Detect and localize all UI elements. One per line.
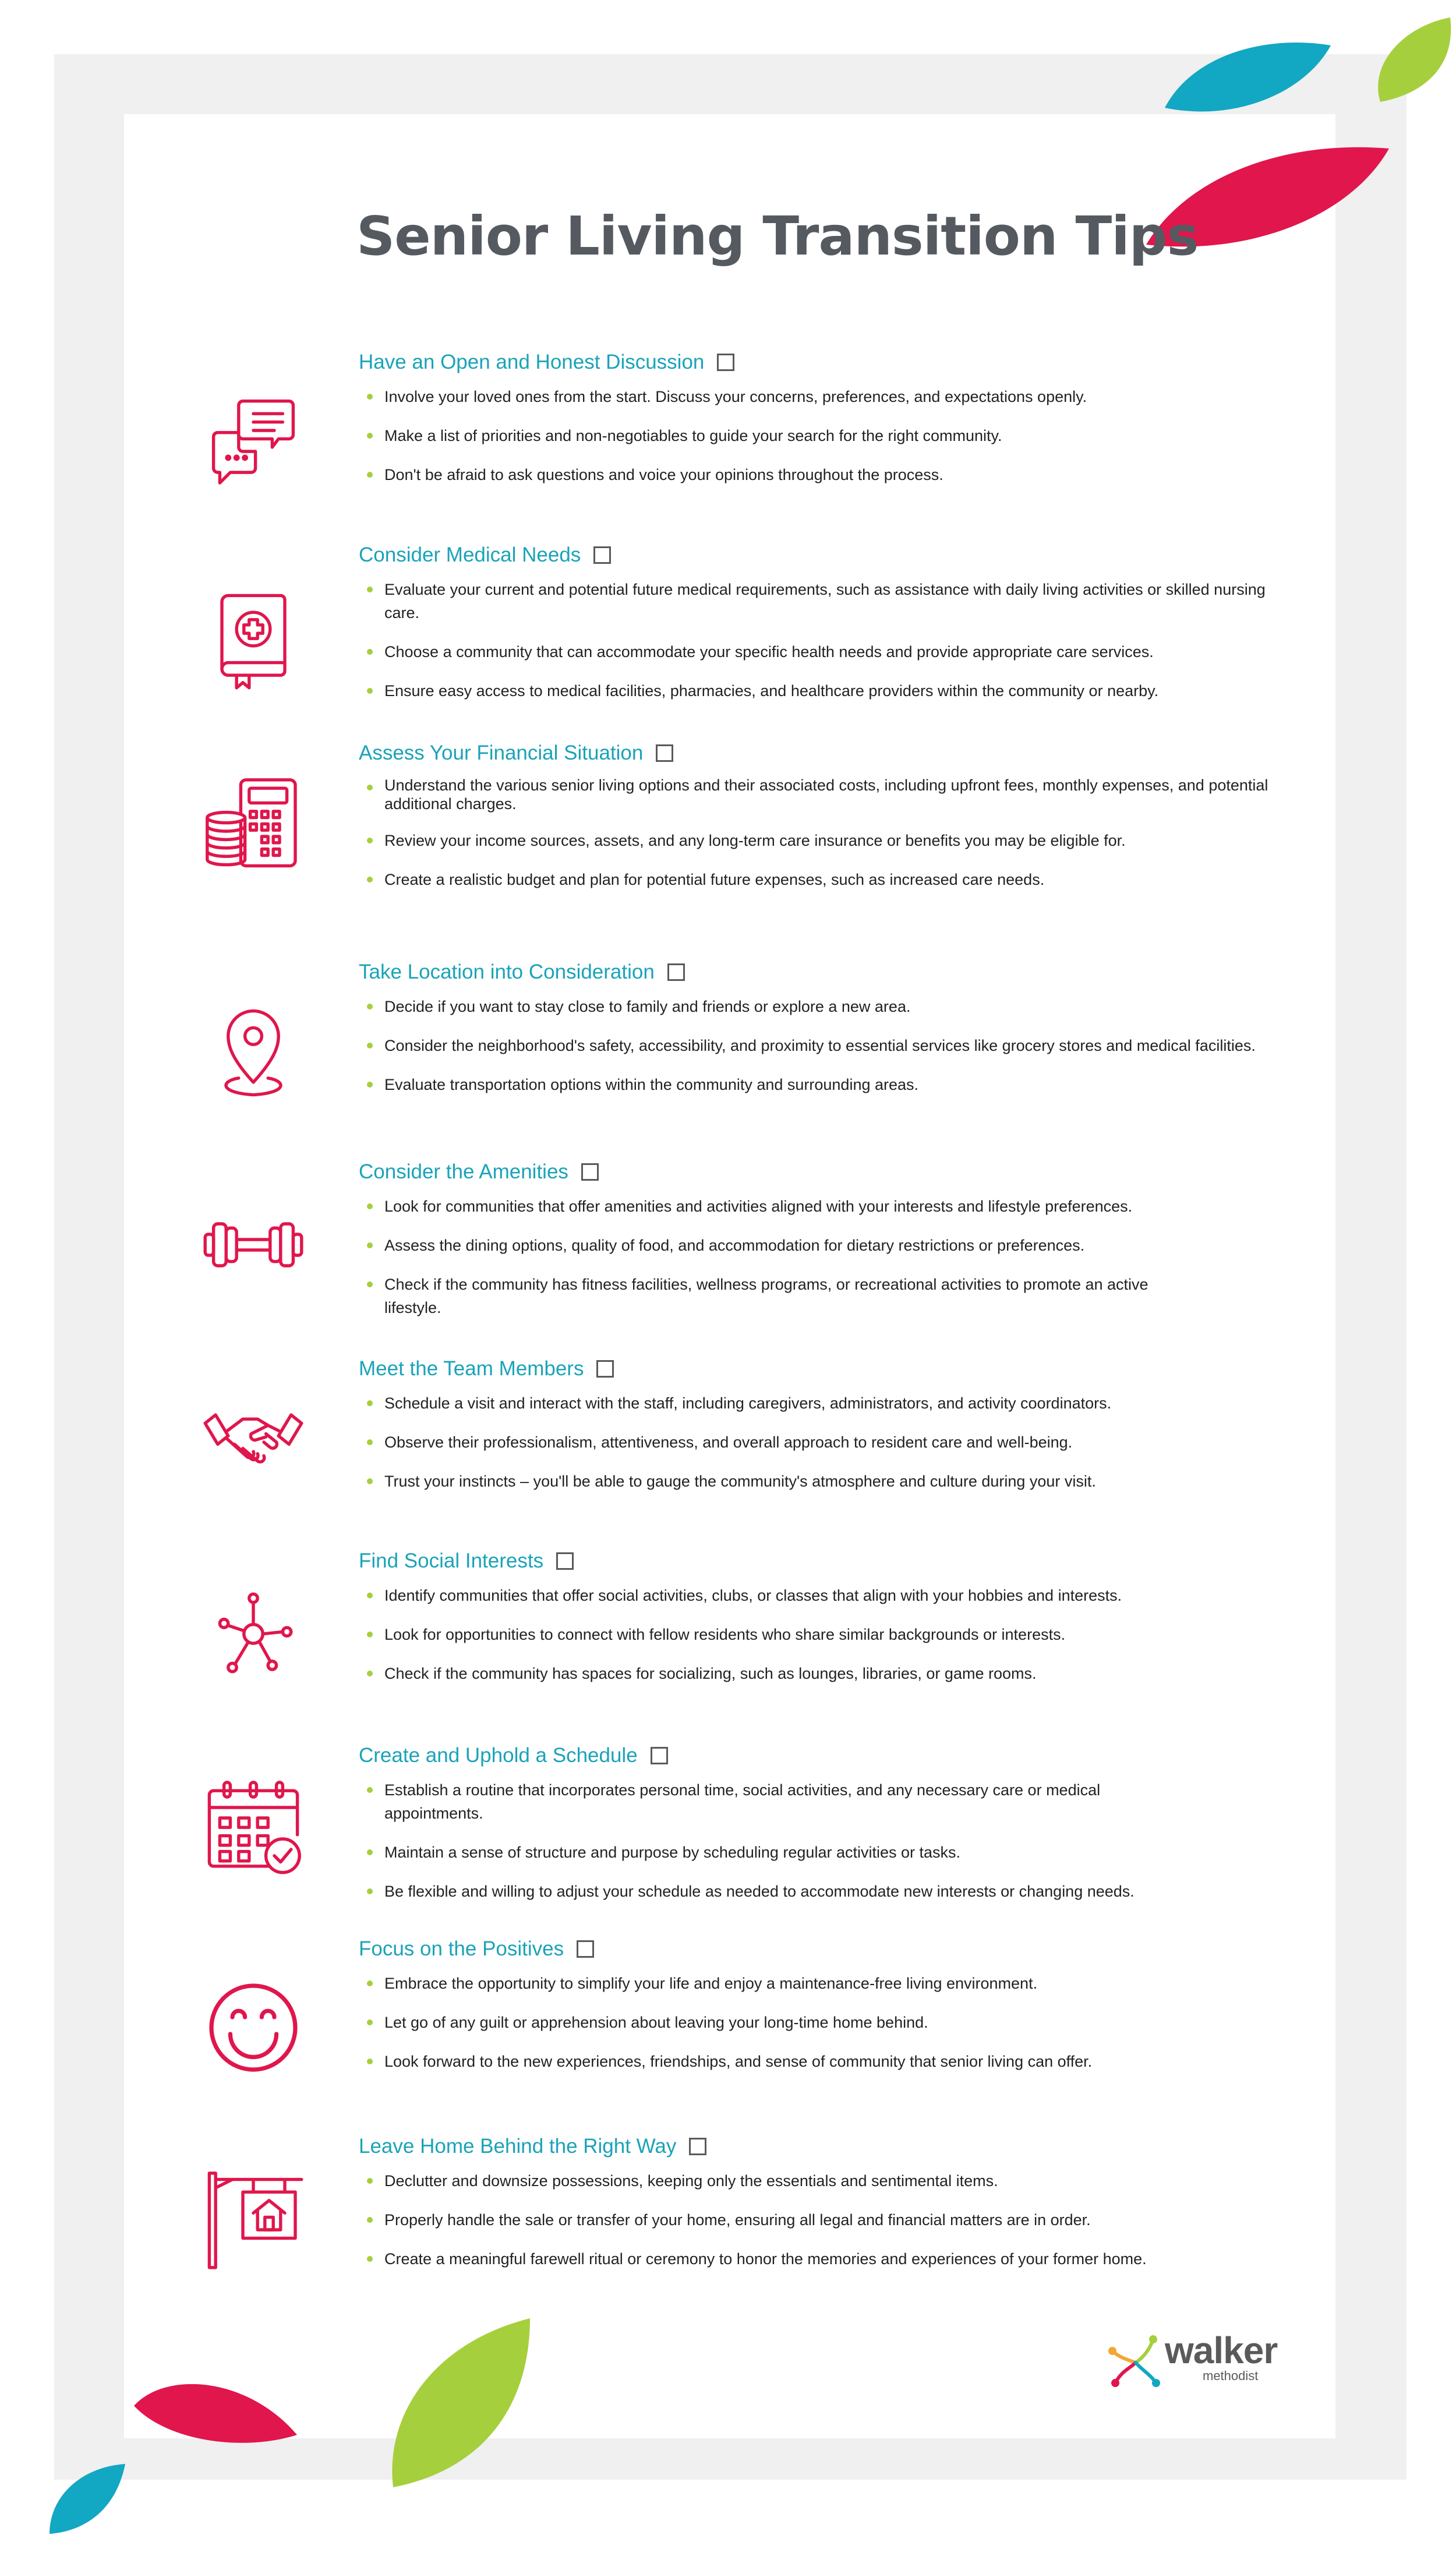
checkbox[interactable] — [689, 2138, 706, 2155]
bullet-item: Identify communities that offer social activities, clubs, or classes that align with your hobbies and interests. — [384, 1584, 1275, 1607]
bullet-item: Review your income sources, assets, and any long-term care insurance or benefits you may be eligible for. — [384, 829, 1275, 852]
section-header — [359, 1547, 574, 1576]
section-header — [359, 958, 685, 987]
checkbox[interactable] — [593, 546, 611, 564]
calendar-check-icon — [201, 1776, 306, 1881]
leaf-decoration-teal-top — [1159, 35, 1334, 116]
bullet-item: Look for communities that offer amenities and activities aligned with your interests and lifestyle preferences. — [384, 1195, 1275, 1218]
bullet-list — [384, 578, 1275, 718]
bullet-item: Ensure easy access to medical facilities, pharmacies, and healthcare providers within the community or nearby. — [384, 679, 1275, 702]
bullet-item: Consider the neighborhood's safety, accessibility, and proximity to essential services like grocery stores and medical facilities. — [384, 1034, 1275, 1057]
smiley-face-icon — [201, 1975, 306, 2080]
walker-methodist-logo — [1104, 2329, 1290, 2393]
bullet-list — [384, 1584, 1275, 1701]
leaf-decoration-teal-bottom — [47, 2461, 128, 2537]
section-title: Assess Your Financial Situation — [359, 742, 644, 764]
medical-book-icon — [201, 587, 306, 692]
section-header — [359, 1354, 614, 1383]
checkbox[interactable] — [651, 1747, 668, 1764]
bullet-item: Create a meaningful farewell ritual or ceremony to honor the memories and experiences of your former home. — [384, 2247, 1275, 2271]
bullet-item: Involve your loved ones from the start. Discuss your concerns, preferences, and expectations openly. — [384, 385, 1275, 408]
bullet-item: Look for opportunities to connect with fellow residents who share similar backgrounds or interests. — [384, 1623, 1275, 1646]
leaf-decoration-green-top — [1369, 12, 1456, 105]
bullet-item: Look forward to the new experiences, friendships, and sense of community that senior living can offer. — [384, 2050, 1275, 2073]
section-title: Focus on the Positives — [359, 1937, 564, 1960]
bullet-item: Observe their professionalism, attentiveness, and overall approach to resident care and well-being. — [384, 1431, 1275, 1454]
section-header — [359, 739, 673, 768]
bullet-list — [384, 776, 1275, 907]
bullet-list — [384, 995, 1275, 1112]
dumbbell-icon — [201, 1192, 306, 1297]
leaf-decoration-pink-bottom — [131, 2371, 300, 2446]
bullet-item: Understand the various senior living options and their associated costs, including upfront fees, monthly expenses, and potential additional charges. — [384, 776, 1275, 813]
network-nodes-icon — [201, 1581, 306, 1686]
bullet-list — [384, 1195, 1275, 1335]
checkbox[interactable] — [667, 963, 685, 981]
section-header — [359, 2132, 706, 2161]
bullet-item: Check if the community has fitness facilities, wellness programs, or recreational activities to promote an active lifestyle. — [384, 1273, 1188, 1319]
bullet-item: Declutter and downsize possessions, keeping only the essentials and sentimental items. — [384, 2169, 1275, 2193]
checkbox[interactable] — [556, 1552, 574, 1570]
bullet-item: Establish a routine that incorporates personal time, social activities, and any necessary care or medical appointments. — [384, 1778, 1188, 1825]
bullet-list — [384, 385, 1275, 502]
page-title: Senior Living Transition Tips — [356, 205, 1199, 267]
bullet-item: Decide if you want to stay close to family and friends or explore a new area. — [384, 995, 1275, 1018]
section-header — [359, 1741, 668, 1770]
checkbox[interactable] — [656, 744, 673, 762]
bullet-item: Create a realistic budget and plan for potential future expenses, such as increased care needs. — [384, 868, 1275, 891]
checkbox[interactable] — [596, 1360, 614, 1378]
section-title: Create and Uphold a Schedule — [359, 1744, 638, 1767]
bullet-item: Maintain a sense of structure and purpose by scheduling regular activities or tasks. — [384, 1841, 1275, 1864]
bullet-item: Make a list of priorities and non-negotiables to guide your search for the right community. — [384, 424, 1275, 447]
bullet-list — [384, 1392, 1275, 1509]
logo-wordmark: walker — [1165, 2329, 1278, 2371]
section-header — [359, 348, 734, 377]
checkbox[interactable] — [577, 1940, 594, 1958]
section-title: Leave Home Behind the Right Way — [359, 2135, 677, 2158]
bullet-item: Choose a community that can accommodate your specific health needs and provide appropriate care services. — [384, 640, 1275, 663]
bullet-list — [384, 2169, 1275, 2286]
section-title: Find Social Interests — [359, 1549, 544, 1572]
chat-bubbles-icon — [201, 389, 306, 493]
section-title: Consider the Amenities — [359, 1160, 568, 1183]
bullet-item: Check if the community has spaces for socializing, such as lounges, libraries, or game rooms. — [384, 1662, 1275, 1685]
section-header — [359, 1157, 599, 1187]
section-title: Have an Open and Honest Discussion — [359, 351, 705, 373]
leaf-decoration-green-bottom — [384, 2313, 536, 2493]
section-header — [359, 1934, 594, 1964]
bullet-item: Let go of any guilt or apprehension about leaving your long-time home behind. — [384, 2011, 1275, 2034]
bullet-item: Schedule a visit and interact with the staff, including caregivers, administrators, and activity coordinators. — [384, 1392, 1275, 1415]
checkbox[interactable] — [581, 1163, 599, 1181]
bullet-item: Be flexible and willing to adjust your schedule as needed to accommodate new interests or changing needs. — [384, 1880, 1275, 1903]
section-title: Take Location into Consideration — [359, 961, 655, 983]
bullet-list — [384, 1778, 1275, 1919]
bullet-item: Evaluate transportation options within the community and surrounding areas. — [384, 1073, 1275, 1096]
section-title: Meet the Team Members — [359, 1357, 584, 1380]
bullet-item: Evaluate your current and potential future medical requirements, such as assistance with daily living activities or skilled nursing care. — [384, 578, 1275, 624]
calculator-coins-icon — [201, 774, 306, 878]
logo-subtitle: methodist — [1203, 2368, 1259, 2383]
location-pin-icon — [201, 998, 306, 1103]
bullet-item: Assess the dining options, quality of food, and accommodation for dietary restrictions or preferences. — [384, 1234, 1275, 1257]
bullet-item: Trust your instincts – you'll be able to gauge the community's atmosphere and culture during your visit. — [384, 1470, 1275, 1493]
sprout-logo-icon — [1104, 2333, 1168, 2392]
bullet-item: Properly handle the sale or transfer of your home, ensuring all legal and financial matters are in order. — [384, 2208, 1275, 2232]
checkbox[interactable] — [717, 354, 734, 371]
bullet-item: Embrace the opportunity to simplify your life and enjoy a maintenance-free living environment. — [384, 1972, 1275, 1995]
handshake-icon — [201, 1383, 306, 1488]
section-header — [359, 541, 611, 570]
house-sign-icon — [201, 2167, 306, 2272]
bullet-list — [384, 1972, 1275, 2089]
bullet-item: Don't be afraid to ask questions and voice your opinions throughout the process. — [384, 463, 1275, 486]
section-title: Consider Medical Needs — [359, 543, 581, 566]
